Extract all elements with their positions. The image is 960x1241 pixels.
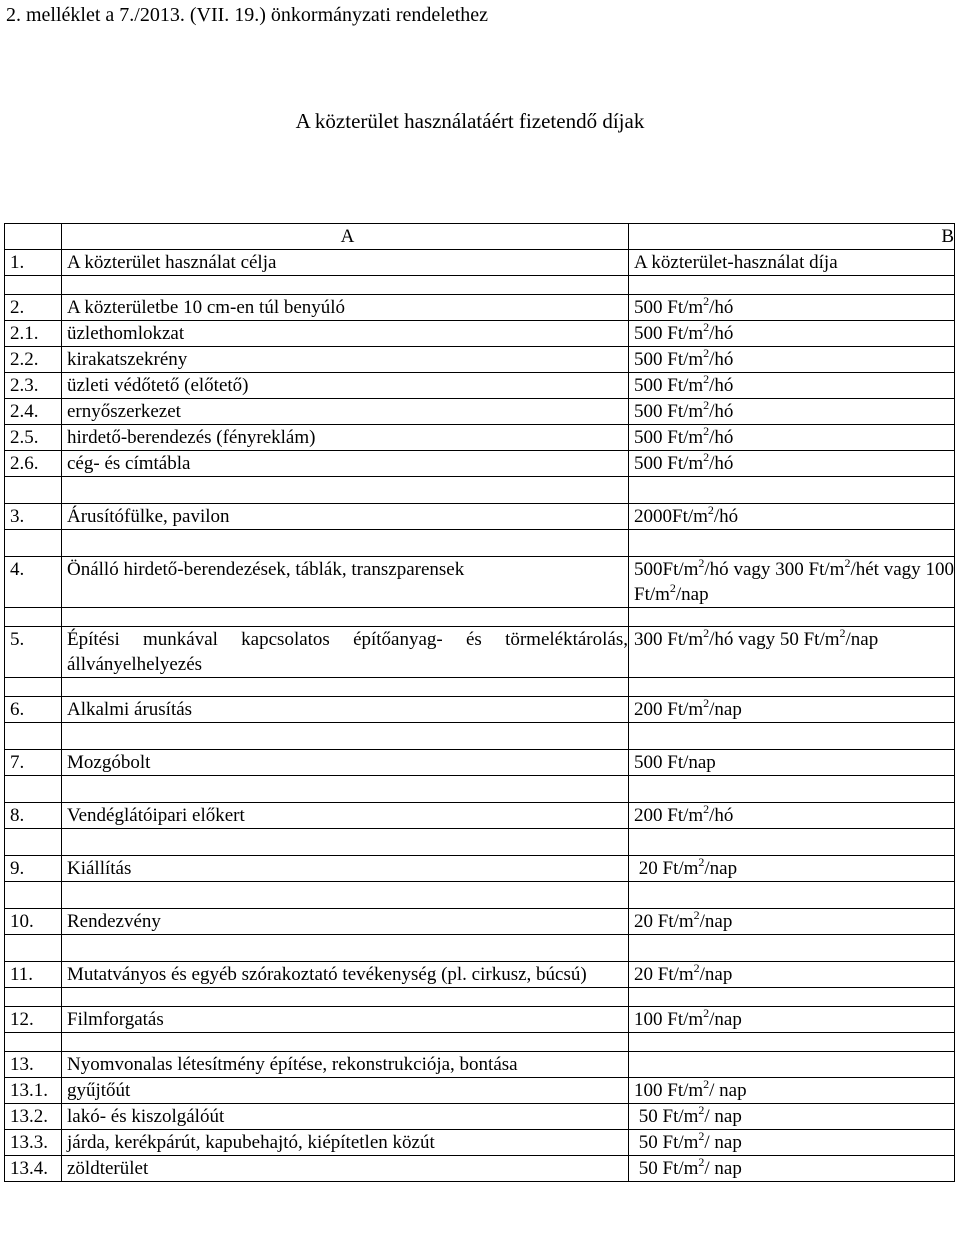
table-row	[5, 697, 955, 723]
row-number: 7.	[5, 750, 62, 776]
row-purpose: Önálló hirdető-berendezések, táblák, transzparensek	[62, 557, 629, 608]
table-row	[5, 1156, 955, 1182]
row-fee: $500Ft/m^2/hó$ vagy 300 $Ft/m^2$/hét vagy 100 $Ft/m^2$/nap	[629, 557, 955, 608]
table-row	[5, 425, 955, 451]
row-number: 12.	[5, 1007, 62, 1033]
row-number: 2.5.	[5, 425, 62, 451]
empty-cell	[5, 224, 62, 250]
row-fee: 200 $Ft/m^2/hó$	[629, 803, 955, 829]
header-fee: A közterület-használat díja	[629, 250, 955, 276]
table-row	[5, 962, 955, 988]
row-fee: 20 $Ft/m^2$/nap	[629, 856, 955, 882]
row-purpose: lakó- és kiszolgálóút	[62, 1104, 629, 1130]
row-number: 2.1.	[5, 321, 62, 347]
table-row	[5, 1052, 955, 1078]
row-number: 13.	[5, 1052, 62, 1078]
row-fee: 100 $Ft/m^2$/nap	[629, 1007, 955, 1033]
row-fee: 500 $Ft/m^2/hó$	[629, 451, 955, 477]
spacer-row	[5, 530, 955, 557]
spacer-row	[5, 935, 955, 962]
table-row	[5, 1078, 955, 1104]
spacer-row	[5, 776, 955, 803]
spacer-row	[5, 678, 955, 697]
row-purpose: üzleti védőtető (előtető)	[62, 373, 629, 399]
row-purpose: kirakatszekrény	[62, 347, 629, 373]
row-purpose: Mutatványos és egyéb szórakoztató tevékenység (pl. cirkusz, búcsú)	[62, 962, 629, 988]
row-number: 4.	[5, 557, 62, 608]
row-number: 6.	[5, 697, 62, 723]
row-purpose: Árusítófülke, pavilon	[62, 504, 629, 530]
row-number: 2.3.	[5, 373, 62, 399]
row-number: 3.	[5, 504, 62, 530]
column-letter-a: A	[62, 224, 629, 250]
header-purpose: A közterület használat célja	[62, 250, 629, 276]
row-purpose: Mozgóbolt	[62, 750, 629, 776]
row-number: 10.	[5, 909, 62, 935]
row-number: 8.	[5, 803, 62, 829]
table-row	[5, 856, 955, 882]
column-letter-b: B	[629, 224, 955, 250]
row-purpose: üzlethomlokzat	[62, 321, 629, 347]
table-row	[5, 909, 955, 935]
annex-reference: 2. melléklet a 7./2013. (VII. 19.) önkormányzati rendelethez	[6, 4, 489, 26]
row-fee: 50 $Ft/m^2/$ nap	[629, 1156, 955, 1182]
row-number: 13.4.	[5, 1156, 62, 1182]
row-purpose: Rendezvény	[62, 909, 629, 935]
row-number: 2.	[5, 295, 62, 321]
row-fee	[629, 1052, 955, 1078]
table-row	[5, 399, 955, 425]
row-fee: $2000Ft/m^2/hó$	[629, 504, 955, 530]
document-title: A közterület használatáért fizetendő díjak	[295, 109, 645, 133]
row-purpose: Vendéglátóipari előkert	[62, 803, 629, 829]
table-row	[5, 451, 955, 477]
table-row	[5, 557, 955, 608]
row-purpose: Alkalmi árusítás	[62, 697, 629, 723]
row-fee: 100 $Ft/m^2/$ nap	[629, 1078, 955, 1104]
row-fee: 500 $Ft/m^2/hó$	[629, 321, 955, 347]
row-fee: 500 $Ft/m^2/hó$	[629, 295, 955, 321]
row-fee: 500 $Ft/m^2/hó$	[629, 347, 955, 373]
row-number: 5.	[5, 627, 62, 678]
table-row	[5, 627, 955, 678]
row-purpose: gyűjtőút	[62, 1078, 629, 1104]
row-fee: 50 $Ft/m^2/$ nap	[629, 1104, 955, 1130]
table-row	[5, 750, 955, 776]
table-row	[5, 295, 955, 321]
spacer-row	[5, 1033, 955, 1052]
row-number: 13.1.	[5, 1078, 62, 1104]
row-fee: 500 $Ft/m^2/hó$	[629, 425, 955, 451]
row-fee: 500 $Ft/m^2/hó$	[629, 373, 955, 399]
table-row	[5, 1007, 955, 1033]
spacer-row	[5, 477, 955, 504]
table-row	[5, 803, 955, 829]
row-fee: 500 Ft/nap	[629, 750, 955, 776]
row-number: 2.2.	[5, 347, 62, 373]
row-purpose: hirdető-berendezés (fényreklám)	[62, 425, 629, 451]
spacer-row	[5, 829, 955, 856]
row-fee: 20 $Ft/m^2$/nap	[629, 962, 955, 988]
spacer-row	[5, 608, 955, 627]
row-purpose: ernyőszerkezet	[62, 399, 629, 425]
row-number: 2.6.	[5, 451, 62, 477]
row-fee: 300 $Ft/m^2/hó$ vagy 50 $Ft/m^2$/nap	[629, 627, 955, 678]
row-purpose: Kiállítás	[62, 856, 629, 882]
spacer-row	[5, 723, 955, 750]
row-purpose: A közterületbe 10 cm-en túl benyúló	[62, 295, 629, 321]
spacer-row	[5, 988, 955, 1007]
spacer-row	[5, 882, 955, 909]
row-number: 13.3.	[5, 1130, 62, 1156]
row-number: 2.4.	[5, 399, 62, 425]
column-letter-row	[5, 224, 955, 250]
row-purpose: zöldterület	[62, 1156, 629, 1182]
row-purpose: Nyomvonalas létesítmény építése, rekonstrukciója, bontása	[62, 1052, 629, 1078]
row-number: 13.2.	[5, 1104, 62, 1130]
row-fee: 500 $Ft/m^2/hó$	[629, 399, 955, 425]
row-purpose: Építési munkával kapcsolatos építőanyag- és törmeléktárolás, állványelhelyezés	[62, 627, 629, 678]
table-row	[5, 347, 955, 373]
row-purpose: cég- és címtábla	[62, 451, 629, 477]
header-row	[5, 250, 955, 276]
row-fee: 50 $Ft/m^2/$ nap	[629, 1130, 955, 1156]
table-row	[5, 321, 955, 347]
row-purpose: Filmforgatás	[62, 1007, 629, 1033]
row-number: 11.	[5, 962, 62, 988]
row-purpose: járda, kerékpárút, kapubehajtó, kiépítetlen közút	[62, 1130, 629, 1156]
row-fee: 20 $Ft/m^2$/nap	[629, 909, 955, 935]
row-fee: 200 $Ft/m^2$/nap	[629, 697, 955, 723]
spacer-row	[5, 276, 955, 295]
row-number: 9.	[5, 856, 62, 882]
fee-table	[4, 223, 955, 1182]
table-row	[5, 373, 955, 399]
table-row	[5, 1104, 955, 1130]
table-row	[5, 1130, 955, 1156]
table-row	[5, 504, 955, 530]
row-number: 1.	[5, 250, 62, 276]
